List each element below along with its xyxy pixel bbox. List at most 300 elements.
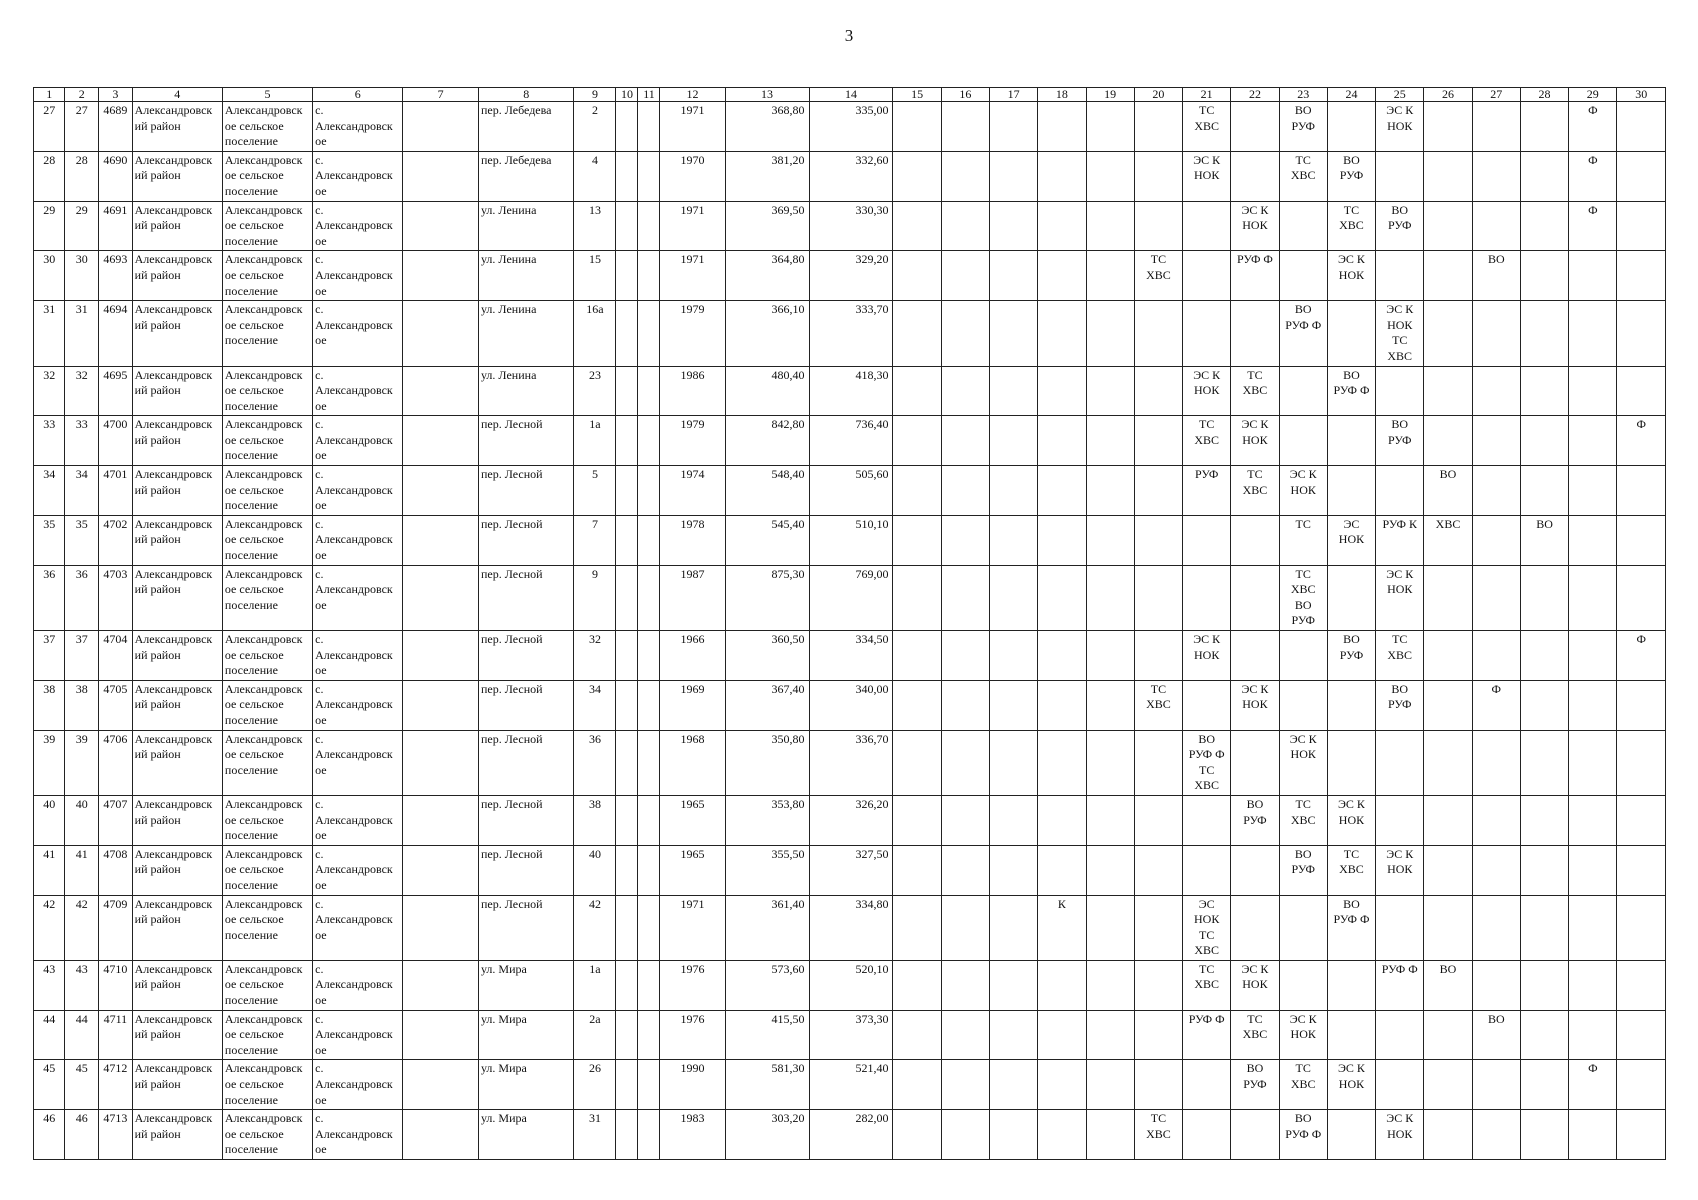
cell-col-10 xyxy=(616,895,638,960)
cell-col-11 xyxy=(638,1110,660,1160)
cell-col-12: 1983 xyxy=(660,1110,725,1160)
service-cell-col-29 xyxy=(1569,565,1617,630)
service-cell-col-25 xyxy=(1376,1010,1424,1060)
cell-col-2: 28 xyxy=(65,151,99,201)
column-number-cell: 11 xyxy=(638,88,660,102)
cell-col-8: пер. Лебедева xyxy=(478,151,574,201)
service-cell-col-21 xyxy=(1183,251,1231,301)
cell-col-9: 7 xyxy=(574,515,616,565)
cell-col-2: 27 xyxy=(65,102,99,152)
service-cell-col-24: ВО РУФ xyxy=(1327,631,1375,681)
service-cell-col-16 xyxy=(941,795,989,845)
cell-col-12: 1965 xyxy=(660,845,725,895)
cell-col-13: 355,50 xyxy=(725,845,809,895)
cell-col-9: 2а xyxy=(574,1010,616,1060)
service-cell-col-20 xyxy=(1134,466,1182,516)
cell-col-11 xyxy=(638,680,660,730)
cell-col-12: 1979 xyxy=(660,301,725,366)
service-cell-col-19 xyxy=(1086,1110,1134,1160)
service-cell-col-17 xyxy=(989,466,1037,516)
column-number-cell: 24 xyxy=(1327,88,1375,102)
cell-col-5: Александровск ое сельское поселение xyxy=(222,845,312,895)
cell-col-8: пер. Лесной xyxy=(478,845,574,895)
table-row xyxy=(34,466,1666,516)
service-cell-col-21 xyxy=(1183,1110,1231,1160)
service-cell-col-23: ТС ХВС xyxy=(1279,151,1327,201)
service-cell-col-18 xyxy=(1038,631,1086,681)
service-cell-col-19 xyxy=(1086,565,1134,630)
service-cell-col-25: ЭС К НОК xyxy=(1376,102,1424,152)
service-cell-col-18 xyxy=(1038,730,1086,795)
service-cell-col-15 xyxy=(893,895,941,960)
cell-col-9: 15 xyxy=(574,251,616,301)
table-row xyxy=(34,1060,1666,1110)
cell-col-9: 1а xyxy=(574,416,616,466)
service-cell-col-28 xyxy=(1520,251,1568,301)
service-cell-col-16 xyxy=(941,631,989,681)
service-cell-col-30 xyxy=(1617,466,1666,516)
cell-col-13: 415,50 xyxy=(725,1010,809,1060)
service-cell-col-15 xyxy=(893,565,941,630)
service-cell-col-18 xyxy=(1038,251,1086,301)
service-cell-col-19 xyxy=(1086,201,1134,251)
service-cell-col-21: ЭС К НОК xyxy=(1183,151,1231,201)
cell-col-9: 23 xyxy=(574,366,616,416)
service-cell-col-30 xyxy=(1617,366,1666,416)
table-row xyxy=(34,1010,1666,1060)
service-cell-col-30 xyxy=(1617,1010,1666,1060)
service-cell-col-27: Ф xyxy=(1472,680,1520,730)
service-cell-col-18 xyxy=(1038,795,1086,845)
column-number-cell: 10 xyxy=(616,88,638,102)
cell-col-1: 33 xyxy=(34,416,65,466)
service-cell-col-23: ВО РУФ xyxy=(1279,102,1327,152)
cell-col-2: 43 xyxy=(65,960,99,1010)
service-cell-col-22: ТС ХВС xyxy=(1231,366,1279,416)
cell-col-8: ул. Ленина xyxy=(478,251,574,301)
service-cell-col-29 xyxy=(1569,631,1617,681)
column-number-cell: 28 xyxy=(1520,88,1568,102)
service-cell-col-19 xyxy=(1086,730,1134,795)
service-cell-col-27 xyxy=(1472,845,1520,895)
column-number-cell: 19 xyxy=(1086,88,1134,102)
service-cell-col-23: ВО РУФ Ф xyxy=(1279,301,1327,366)
service-cell-col-29: Ф xyxy=(1569,102,1617,152)
column-number-cell: 7 xyxy=(403,88,479,102)
service-cell-col-25: РУФ Ф xyxy=(1376,960,1424,1010)
cell-col-12: 1971 xyxy=(660,251,725,301)
column-number-cell: 29 xyxy=(1569,88,1617,102)
service-cell-col-27 xyxy=(1472,301,1520,366)
service-cell-col-22 xyxy=(1231,301,1279,366)
cell-col-13: 581,30 xyxy=(725,1060,809,1110)
cell-col-6: с. Александровск ое xyxy=(313,251,403,301)
cell-col-9: 34 xyxy=(574,680,616,730)
cell-col-6: с. Александровск ое xyxy=(313,102,403,152)
cell-col-14: 330,30 xyxy=(809,201,893,251)
service-cell-col-18 xyxy=(1038,1010,1086,1060)
service-cell-col-26 xyxy=(1424,680,1472,730)
service-cell-col-24: ВО РУФ Ф xyxy=(1327,366,1375,416)
service-cell-col-26 xyxy=(1424,201,1472,251)
cell-col-5: Александровск ое сельское поселение xyxy=(222,201,312,251)
service-cell-col-29 xyxy=(1569,301,1617,366)
cell-col-8: пер. Лесной xyxy=(478,416,574,466)
cell-col-1: 44 xyxy=(34,1010,65,1060)
column-number-cell: 13 xyxy=(725,88,809,102)
cell-col-14: 505,60 xyxy=(809,466,893,516)
cell-col-13: 573,60 xyxy=(725,960,809,1010)
cell-col-10 xyxy=(616,1010,638,1060)
service-cell-col-30 xyxy=(1617,515,1666,565)
cell-col-12: 1971 xyxy=(660,895,725,960)
service-cell-col-22 xyxy=(1231,1110,1279,1160)
cell-col-3: 4707 xyxy=(99,795,133,845)
cell-col-5: Александровск ое сельское поселение xyxy=(222,730,312,795)
cell-col-12: 1979 xyxy=(660,416,725,466)
cell-col-1: 40 xyxy=(34,795,65,845)
cell-col-3: 4711 xyxy=(99,1010,133,1060)
service-cell-col-17 xyxy=(989,301,1037,366)
cell-col-13: 350,80 xyxy=(725,730,809,795)
service-cell-col-18: К xyxy=(1038,895,1086,960)
service-cell-col-15 xyxy=(893,301,941,366)
cell-col-2: 39 xyxy=(65,730,99,795)
service-cell-col-16 xyxy=(941,1060,989,1110)
service-cell-col-15 xyxy=(893,795,941,845)
service-cell-col-28 xyxy=(1520,301,1568,366)
cell-col-11 xyxy=(638,201,660,251)
cell-col-3: 4693 xyxy=(99,251,133,301)
cell-col-7 xyxy=(403,1010,479,1060)
service-cell-col-23: ТС xyxy=(1279,515,1327,565)
table-row xyxy=(34,680,1666,730)
cell-col-1: 42 xyxy=(34,895,65,960)
cell-col-10 xyxy=(616,301,638,366)
column-number-cell: 16 xyxy=(941,88,989,102)
cell-col-1: 30 xyxy=(34,251,65,301)
cell-col-8: пер. Лесной xyxy=(478,631,574,681)
service-cell-col-20 xyxy=(1134,201,1182,251)
cell-col-4: Александровск ий район xyxy=(132,845,222,895)
cell-col-4: Александровск ий район xyxy=(132,1110,222,1160)
buildings-table xyxy=(33,87,1666,1160)
cell-col-9: 9 xyxy=(574,565,616,630)
service-cell-col-21: ЭС НОК ТС ХВС xyxy=(1183,895,1231,960)
service-cell-col-16 xyxy=(941,1110,989,1160)
service-cell-col-30 xyxy=(1617,251,1666,301)
cell-col-6: с. Александровск ое xyxy=(313,1060,403,1110)
cell-col-7 xyxy=(403,416,479,466)
cell-col-2: 33 xyxy=(65,416,99,466)
service-cell-col-26 xyxy=(1424,251,1472,301)
cell-col-6: с. Александровск ое xyxy=(313,795,403,845)
service-cell-col-26 xyxy=(1424,301,1472,366)
column-number-cell: 14 xyxy=(809,88,893,102)
service-cell-col-28 xyxy=(1520,565,1568,630)
service-cell-col-24: ВО РУФ Ф xyxy=(1327,895,1375,960)
table-row xyxy=(34,960,1666,1010)
cell-col-14: 282,00 xyxy=(809,1110,893,1160)
service-cell-col-29 xyxy=(1569,895,1617,960)
cell-col-6: с. Александровск ое xyxy=(313,565,403,630)
service-cell-col-18 xyxy=(1038,151,1086,201)
service-cell-col-22 xyxy=(1231,845,1279,895)
service-cell-col-29 xyxy=(1569,845,1617,895)
cell-col-6: с. Александровск ое xyxy=(313,680,403,730)
service-cell-col-21 xyxy=(1183,795,1231,845)
cell-col-13: 548,40 xyxy=(725,466,809,516)
service-cell-col-29 xyxy=(1569,680,1617,730)
column-number-cell: 22 xyxy=(1231,88,1279,102)
service-cell-col-26 xyxy=(1424,730,1472,795)
service-cell-col-23 xyxy=(1279,960,1327,1010)
service-cell-col-29 xyxy=(1569,1010,1617,1060)
service-cell-col-30 xyxy=(1617,960,1666,1010)
service-cell-col-23: ВО РУФ Ф xyxy=(1279,1110,1327,1160)
cell-col-8: ул. Мира xyxy=(478,1010,574,1060)
service-cell-col-19 xyxy=(1086,251,1134,301)
service-cell-col-23: ВО РУФ xyxy=(1279,845,1327,895)
cell-col-5: Александровск ое сельское поселение xyxy=(222,1060,312,1110)
column-number-cell: 20 xyxy=(1134,88,1182,102)
service-cell-col-30 xyxy=(1617,1060,1666,1110)
cell-col-12: 1990 xyxy=(660,1060,725,1110)
service-cell-col-28 xyxy=(1520,1010,1568,1060)
column-number-cell: 23 xyxy=(1279,88,1327,102)
service-cell-col-30 xyxy=(1617,795,1666,845)
cell-col-6: с. Александровск ое xyxy=(313,1010,403,1060)
service-cell-col-22 xyxy=(1231,565,1279,630)
cell-col-5: Александровск ое сельское поселение xyxy=(222,680,312,730)
cell-col-12: 1978 xyxy=(660,515,725,565)
service-cell-col-20: ТС ХВС xyxy=(1134,1110,1182,1160)
cell-col-10 xyxy=(616,795,638,845)
service-cell-col-22: ЭС К НОК xyxy=(1231,680,1279,730)
service-cell-col-23: ЭС К НОК xyxy=(1279,1010,1327,1060)
cell-col-13: 381,20 xyxy=(725,151,809,201)
service-cell-col-22: РУФ Ф xyxy=(1231,251,1279,301)
service-cell-col-15 xyxy=(893,631,941,681)
service-cell-col-18 xyxy=(1038,565,1086,630)
column-number-cell: 2 xyxy=(65,88,99,102)
cell-col-9: 13 xyxy=(574,201,616,251)
cell-col-13: 875,30 xyxy=(725,565,809,630)
service-cell-col-30: Ф xyxy=(1617,416,1666,466)
cell-col-6: с. Александровск ое xyxy=(313,631,403,681)
service-cell-col-21: ЭС К НОК xyxy=(1183,631,1231,681)
cell-col-1: 32 xyxy=(34,366,65,416)
service-cell-col-17 xyxy=(989,416,1037,466)
service-cell-col-27 xyxy=(1472,151,1520,201)
cell-col-14: 327,50 xyxy=(809,845,893,895)
cell-col-8: ул. Ленина xyxy=(478,201,574,251)
service-cell-col-25: ЭС К НОК xyxy=(1376,565,1424,630)
cell-col-5: Александровск ое сельское поселение xyxy=(222,251,312,301)
service-cell-col-26 xyxy=(1424,795,1472,845)
service-cell-col-19 xyxy=(1086,631,1134,681)
service-cell-col-27 xyxy=(1472,730,1520,795)
cell-col-10 xyxy=(616,565,638,630)
service-cell-col-17 xyxy=(989,565,1037,630)
cell-col-11 xyxy=(638,730,660,795)
service-cell-col-25 xyxy=(1376,151,1424,201)
cell-col-12: 1969 xyxy=(660,680,725,730)
column-number-cell: 17 xyxy=(989,88,1037,102)
service-cell-col-18 xyxy=(1038,1110,1086,1160)
service-cell-col-25: ЭС К НОК ТС ХВС xyxy=(1376,301,1424,366)
cell-col-6: с. Александровск ое xyxy=(313,515,403,565)
cell-col-10 xyxy=(616,515,638,565)
service-cell-col-27 xyxy=(1472,895,1520,960)
table-row xyxy=(34,515,1666,565)
cell-col-12: 1987 xyxy=(660,565,725,630)
service-cell-col-17 xyxy=(989,795,1037,845)
service-cell-col-25 xyxy=(1376,730,1424,795)
service-cell-col-17 xyxy=(989,730,1037,795)
cell-col-6: с. Александровск ое xyxy=(313,895,403,960)
cell-col-4: Александровск ий район xyxy=(132,515,222,565)
cell-col-1: 29 xyxy=(34,201,65,251)
cell-col-4: Александровск ий район xyxy=(132,366,222,416)
service-cell-col-20 xyxy=(1134,1010,1182,1060)
service-cell-col-17 xyxy=(989,515,1037,565)
service-cell-col-23 xyxy=(1279,416,1327,466)
cell-col-11 xyxy=(638,301,660,366)
cell-col-4: Александровск ий район xyxy=(132,795,222,845)
cell-col-5: Александровск ое сельское поселение xyxy=(222,301,312,366)
cell-col-2: 32 xyxy=(65,366,99,416)
service-cell-col-29 xyxy=(1569,466,1617,516)
service-cell-col-21 xyxy=(1183,680,1231,730)
service-cell-col-27 xyxy=(1472,1110,1520,1160)
cell-col-12: 1971 xyxy=(660,102,725,152)
service-cell-col-19 xyxy=(1086,1060,1134,1110)
service-cell-col-16 xyxy=(941,565,989,630)
service-cell-col-17 xyxy=(989,1060,1037,1110)
service-cell-col-16 xyxy=(941,515,989,565)
service-cell-col-18 xyxy=(1038,416,1086,466)
cell-col-6: с. Александровск ое xyxy=(313,960,403,1010)
service-cell-col-20: ТС ХВС xyxy=(1134,680,1182,730)
cell-col-6: с. Александровск ое xyxy=(313,151,403,201)
column-number-cell: 9 xyxy=(574,88,616,102)
service-cell-col-20 xyxy=(1134,895,1182,960)
cell-col-6: с. Александровск ое xyxy=(313,730,403,795)
cell-col-4: Александровск ий район xyxy=(132,565,222,630)
column-number-cell: 30 xyxy=(1617,88,1666,102)
service-cell-col-19 xyxy=(1086,1010,1134,1060)
service-cell-col-28 xyxy=(1520,1060,1568,1110)
cell-col-13: 364,80 xyxy=(725,251,809,301)
cell-col-8: пер. Лесной xyxy=(478,466,574,516)
service-cell-col-29 xyxy=(1569,366,1617,416)
cell-col-14: 333,70 xyxy=(809,301,893,366)
service-cell-col-15 xyxy=(893,416,941,466)
service-cell-col-25: ЭС К НОК xyxy=(1376,845,1424,895)
service-cell-col-20: ТС ХВС xyxy=(1134,251,1182,301)
cell-col-11 xyxy=(638,466,660,516)
cell-col-9: 42 xyxy=(574,895,616,960)
service-cell-col-27: ВО xyxy=(1472,1010,1520,1060)
cell-col-1: 36 xyxy=(34,565,65,630)
service-cell-col-17 xyxy=(989,680,1037,730)
service-cell-col-23: ТС ХВС xyxy=(1279,1060,1327,1110)
service-cell-col-16 xyxy=(941,895,989,960)
cell-col-11 xyxy=(638,565,660,630)
cell-col-10 xyxy=(616,251,638,301)
service-cell-col-24: ЭС К НОК xyxy=(1327,1060,1375,1110)
cell-col-11 xyxy=(638,1010,660,1060)
service-cell-col-29 xyxy=(1569,960,1617,1010)
service-cell-col-17 xyxy=(989,960,1037,1010)
service-cell-col-30 xyxy=(1617,301,1666,366)
service-cell-col-20 xyxy=(1134,795,1182,845)
cell-col-7 xyxy=(403,680,479,730)
cell-col-11 xyxy=(638,895,660,960)
cell-col-1: 38 xyxy=(34,680,65,730)
service-cell-col-16 xyxy=(941,251,989,301)
service-cell-col-27 xyxy=(1472,515,1520,565)
cell-col-5: Александровск ое сельское поселение xyxy=(222,1110,312,1160)
cell-col-5: Александровск ое сельское поселение xyxy=(222,795,312,845)
cell-col-10 xyxy=(616,730,638,795)
cell-col-7 xyxy=(403,1110,479,1160)
service-cell-col-22: ВО РУФ xyxy=(1231,1060,1279,1110)
service-cell-col-18 xyxy=(1038,515,1086,565)
cell-col-13: 369,50 xyxy=(725,201,809,251)
table-row xyxy=(34,416,1666,466)
service-cell-col-28 xyxy=(1520,631,1568,681)
cell-col-11 xyxy=(638,366,660,416)
cell-col-4: Александровск ий район xyxy=(132,466,222,516)
cell-col-3: 4694 xyxy=(99,301,133,366)
service-cell-col-26 xyxy=(1424,151,1472,201)
cell-col-1: 35 xyxy=(34,515,65,565)
cell-col-8: ул. Ленина xyxy=(478,366,574,416)
service-cell-col-17 xyxy=(989,201,1037,251)
cell-col-12: 1976 xyxy=(660,1010,725,1060)
cell-col-7 xyxy=(403,845,479,895)
table-row xyxy=(34,631,1666,681)
service-cell-col-16 xyxy=(941,301,989,366)
service-cell-col-24 xyxy=(1327,301,1375,366)
service-cell-col-17 xyxy=(989,1010,1037,1060)
cell-col-9: 5 xyxy=(574,466,616,516)
service-cell-col-22: ВО РУФ xyxy=(1231,795,1279,845)
cell-col-7 xyxy=(403,201,479,251)
table-row xyxy=(34,895,1666,960)
cell-col-7 xyxy=(403,366,479,416)
cell-col-2: 35 xyxy=(65,515,99,565)
service-cell-col-26 xyxy=(1424,366,1472,416)
cell-col-14: 520,10 xyxy=(809,960,893,1010)
service-cell-col-25 xyxy=(1376,251,1424,301)
service-cell-col-22 xyxy=(1231,631,1279,681)
cell-col-6: с. Александровск ое xyxy=(313,416,403,466)
cell-col-7 xyxy=(403,795,479,845)
service-cell-col-16 xyxy=(941,151,989,201)
service-cell-col-22 xyxy=(1231,515,1279,565)
cell-col-10 xyxy=(616,1110,638,1160)
cell-col-1: 45 xyxy=(34,1060,65,1110)
service-cell-col-22 xyxy=(1231,895,1279,960)
service-cell-col-26 xyxy=(1424,416,1472,466)
column-number-cell: 25 xyxy=(1376,88,1424,102)
service-cell-col-15 xyxy=(893,201,941,251)
service-cell-col-21: РУФ Ф xyxy=(1183,1010,1231,1060)
cell-col-9: 26 xyxy=(574,1060,616,1110)
